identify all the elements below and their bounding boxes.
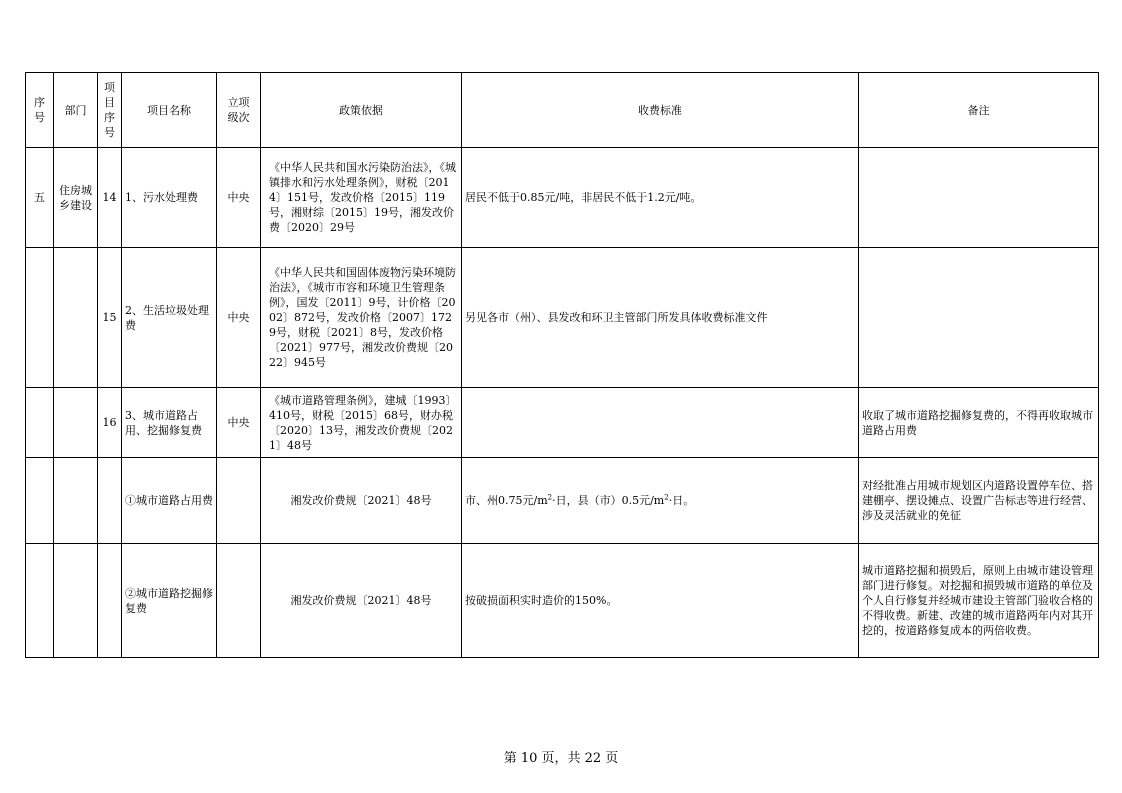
header-seq: 序号 xyxy=(26,73,54,148)
header-standard: 收费标准 xyxy=(462,73,859,148)
cell-policy: 《中华人民共和国固体废物污染环境防治法》，《城市市容和环境卫生管理条例》，国发〔2011〕9号，计价格〔2002〕872号，发改价格〔2007〕1729号，财税〔2021〕8号，发改价格〔2021〕977号，湘发改价费规〔2022〕945号 xyxy=(261,248,462,388)
cell-name: 2、生活垃圾处理费 xyxy=(122,248,217,388)
cell-item-no: 16 xyxy=(98,388,122,458)
cell-seq: 五 xyxy=(26,148,54,248)
cell-item-no: 15 xyxy=(98,248,122,388)
cell-dept xyxy=(54,248,98,388)
cell-level xyxy=(217,544,261,658)
cell-dept: 住房城乡建设 xyxy=(54,148,98,248)
cell-dept xyxy=(54,388,98,458)
cell-level xyxy=(217,458,261,544)
standard-text-a: 市、州0.75元/m xyxy=(465,494,548,507)
cell-note xyxy=(859,248,1099,388)
header-dept: 部门 xyxy=(54,73,98,148)
header-policy: 政策依据 xyxy=(261,73,462,148)
superscript: 2 xyxy=(547,493,553,502)
fee-table xyxy=(25,72,1099,658)
standard-text-b: ·日，县（市）0.5元/m xyxy=(552,494,665,507)
table-row xyxy=(26,544,1099,658)
cell-seq xyxy=(26,458,54,544)
cell-standard: 另见各市（州）、县发改和环卫主管部门所发具体收费标准文件 xyxy=(462,248,859,388)
cell-name: ②城市道路挖掘修复费 xyxy=(122,544,217,658)
cell-standard xyxy=(462,388,859,458)
header-name: 项目名称 xyxy=(122,73,217,148)
cell-standard: 按破损面积实时造价的150%。 xyxy=(462,544,859,658)
table-row xyxy=(26,148,1099,248)
cell-seq xyxy=(26,388,54,458)
cell-item-no xyxy=(98,458,122,544)
cell-name: 3、城市道路占用、挖掘修复费 xyxy=(122,388,217,458)
cell-policy: 湘发改价费规〔2021〕48号 xyxy=(261,458,462,544)
cell-dept xyxy=(54,458,98,544)
cell-level: 中央 xyxy=(217,388,261,458)
cell-note: 收取了城市道路挖掘修复费的，不得再收取城市道路占用费 xyxy=(859,388,1099,458)
cell-policy: 《城市道路管理条例》，建城〔1993〕410号，财税〔2015〕68号，财办税〔2020〕13号，湘发改价费规〔2021〕48号 xyxy=(261,388,462,458)
cell-dept xyxy=(54,544,98,658)
cell-policy: 湘发改价费规〔2021〕48号 xyxy=(261,544,462,658)
header-item-no: 项目序号 xyxy=(98,73,122,148)
header-row xyxy=(26,73,1099,148)
page-number: 第 10 页，共 22 页 xyxy=(503,751,619,766)
cell-item-no xyxy=(98,544,122,658)
cell-note xyxy=(859,148,1099,248)
superscript: 2 xyxy=(664,493,669,502)
cell-level: 中央 xyxy=(217,148,261,248)
table-row xyxy=(26,458,1099,544)
cell-note: 城市道路挖掘和损毁后，原则上由城市建设管理部门进行修复。对挖掘和损毁城市道路的单位及个人自行修复并经城市建设主管部门验收合格的不得收费。新建、改建的城市道路两年内对其开挖的，按道路修复成本的两倍收费。 xyxy=(859,544,1099,658)
standard-text-c: ·日。 xyxy=(668,494,695,507)
cell-name: ①城市道路占用费 xyxy=(122,458,217,544)
cell-note: 对经批准占用城市规划区内道路设置停车位、搭建棚亭、摆设摊点、设置广告标志等进行经营、涉及灵活就业的免征 xyxy=(859,458,1099,544)
cell-standard: 居民不低于0.85元/吨，非居民不低于1.2元/吨。 xyxy=(462,148,859,248)
cell-seq xyxy=(26,248,54,388)
cell-item-no: 14 xyxy=(98,148,122,248)
cell-standard xyxy=(462,458,859,544)
cell-seq xyxy=(26,544,54,658)
cell-name: 1、污水处理费 xyxy=(122,148,217,248)
header-note: 备注 xyxy=(859,73,1099,148)
table-row xyxy=(26,388,1099,458)
header-level: 立项级次 xyxy=(217,73,261,148)
cell-policy: 《中华人民共和国水污染防治法》，《城镇排水和污水处理条例》，财税〔2014〕151号，发改价格〔2015〕119号，湘财综〔2015〕19号，湘发改价费〔2020〕29号 xyxy=(261,148,462,248)
table-row xyxy=(26,248,1099,388)
cell-level: 中央 xyxy=(217,248,261,388)
